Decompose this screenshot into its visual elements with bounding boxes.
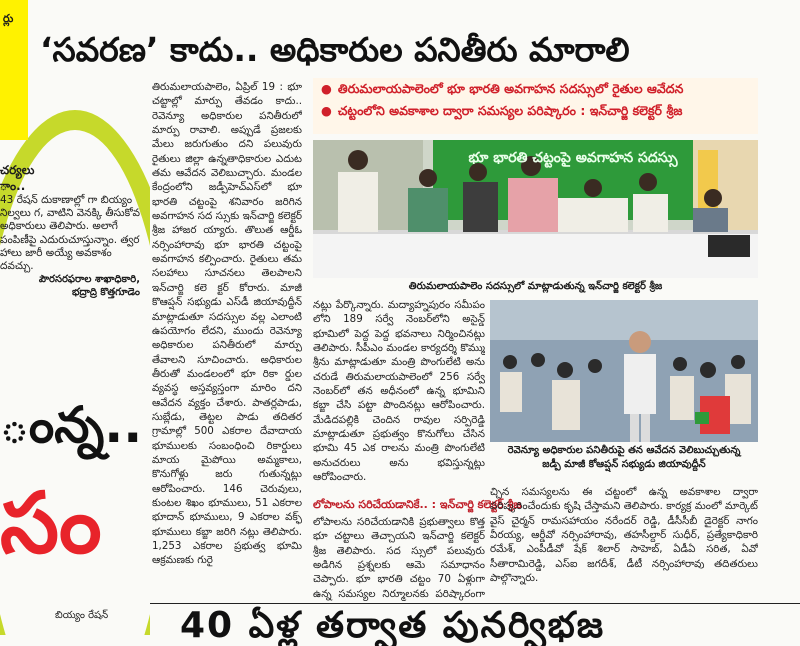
left-news-heading: చర్యలు (0, 163, 35, 177)
left-big-headline: ంన్న.. (0, 396, 143, 454)
photo-audience-graphic (490, 300, 758, 442)
left-news-body: 43 రేషన్ దుకాణాల్లో గా బియ్యం నిల్వలు గ, వాటిని వెనక్కి తీసుకోవ అధికారులు తెలిపారు. అలాగే పంపిణీపై ఎదురుచూస్తున్నాం. త్వర హాలు జారీ అయ్యే అవకాశం దవచ్చు. (0, 194, 140, 273)
article-column-1: తిరుమలాయపాలెం, ఏప్రిల్ 19 : భూ చట్టాల్లో మార్పు తేవడం కాదు.. రెవెన్యూ అధికారుల పనితీరులో మార్పు రావాలి. అప్పుడే ప్రజలకు మేలు జరుగుతుం దని పలువురు రైతులు జిల్లా ఉన్నతాధికారుల ఎదుట తమ ఆవేదన వెలిబుచ్చారు. మండల కేంద్రంలోని జడ్పీహెచ్‌ఎస్‌లో భూ భారతి చట్టంపై శనివారం జరిగిన అవగాహన సద స్సుకు ఇన్‌చార్జి కలెక్టర్ శ్రీజ హాజర య్యారు. తొలుత ఆర్డీఓ నర్సింహారావు భూ భారతి చట్టంపై అవగాహన కల్పించారు. రైతులు తమ సలహాలు సూచనలు తెలపాలని ఇన్‌చార్జి కలె క్టర్ కోరారు. మాజీ కొఆప్షన్ సభ్యుడు ఎస్‌డీ జియావుద్దీన్ మాట్లాడుతూ సదస్సుల వల్ల ఎలాంటి ఉపయోగం లేదని, ముందు రెవెన్యూ అధికారుల పనితీరులో మార్పు తేవాలని సూచించారు. అధికారుల తీరుతో మండలంలో భూ రికా ర్డుల వ్యవస్థ అస్తవ్యస్తంగా మారిం దని ఆవేదన వ్యక్తం చేశారు. పాతర్లపాడు, సుబ్లేడు, తెట్టల పాడు తదితర గ్రామాల్లో 500 ఎకరాల దేవాదాయ భూములకు సంబంధించి రికార్డులు మాయ మైపోయి అమ్మకాలు, కొనుగోళ్లు జరు గుతున్నట్లు ఆరోపించారు. 146 చెరువులు, కుంటల శిఖం భూములు, 51 ఎకరాల భూదాన్ భూములు, 9 ఎకరాల వక్ఫ్ భూములు కబ్జా జరిగి నట్లు తెలిపారు. 1,253 ఎకరాల ప్రభుత్వ భూమి ఆక్రమణకు గురై (152, 81, 302, 567)
article-column-2-top: నట్లు పేర్కొన్నారు. మద్యాహ్నపురం సమీపం లోని 189 సర్వే నెంబర్‌లోని అసైన్డ్ భూమిలో పెద్ద పెద్ద భవనాలు నిర్మించినట్లు తెలిపారు. సీపీఎం మండల కార్యదర్శి కొమ్ము శ్రీను మాట్లాడుతూ మంత్రి పొంగులేటి అను చరుడే తిరుమలాయపాలెంలో 256 సర్వే నెంబర్‌లో తన అధీనంలో ఉన్న భూమిని కబ్జా చేసి పట్టా పొందినట్లు ఆరోపించారు. మేడిదపల్లికి చెందిన రావుల సర్పిరెడ్డి మాట్లాడుతూ ప్రభుత్వం కొనుగోలు చేసిన భూమి 45 ఎక రాలను మంత్రి పొంగులేటి అనుచరులు అను భవిస్తున్నట్లు ఆరోపించారు. (313, 299, 485, 484)
bottom-divider (150, 603, 800, 604)
article-column-3-bottom: చ్చిన సమస్యలను ఈ చట్టంలో ఉన్న అవకాశాల ద్వారా పరిష్కరించేందుకు కృషి చేస్తామని తెలిపారు. కార్యక్ర మంలో మార్కెట్ వైస్ చైర్మన్ రామసహాయం నరేందర్ రెడ్డి, డీసీసీబీ డైరెక్టర్ నాగం వీరయ్య, ఆర్డీవో నర్సింహారావు, తహసీల్దార్ సుధీర్, ప్రత్యేకాధికారి రమేశ్, ఎంపీడీవో షేక్ శిలార్ సాహెబ్, ఏడీఏ సరిత, ఏవో సీతారామిరెడ్డి, ఎస్ఐ జగదీశ్, డీటీ నర్సింహారావు తదితరులు పాల్గొన్నారు. (490, 486, 758, 585)
yellow-ad-box (0, 0, 28, 140)
left-big-red-headline: సం (0, 474, 100, 572)
highlight-text-1: తిరుమలాయపాలెంలో భూ భారతి అవగాహన సదస్సులో రైతుల ఆవేదన (337, 81, 684, 96)
left-news-signature1: పౌరసరఫరాల శాఖాధికారి, (38, 274, 140, 286)
article-headline: ‘సవరణ’ కాదు.. అధికారుల పనితీరు మారాలి (40, 30, 630, 69)
photo-banner-text: భూ భారతి చట్టంపై అవగాహన సదస్సు (468, 150, 678, 166)
highlight-item-2 (313, 100, 758, 122)
bullet-icon: ● (321, 81, 332, 96)
article-column-2-bottom: లోపాలను సరిచేయడానికి ప్రభుత్వాలు కొత్త భూ చట్టాలు తెచ్చాయని ఇన్‌చార్జి కలెక్టర్ శ్రీజ తెలిపారు. సద స్సులో పలువురు అడిగిన ప్రశ్నలకు ఆమె సమాధానం చెప్పారు. భూ భారతి చట్టం 70 ఏళ్లుగా ఉన్న సమస్యల నిర్మూలనకు పరిష్కారంగా (313, 516, 485, 600)
photo2-caption-line1: రెవెన్యూ అధికారుల పనితీరుపై తన ఆవేదన వెలిబుచ్చుతున్న (507, 445, 741, 456)
next-article-headline: 40 ఏళ్ల తర్వాత పునర్విభజ (180, 605, 606, 646)
highlight-item-1 (313, 78, 758, 100)
left-adjacent-articles (0, 0, 150, 635)
left-news-article (0, 162, 140, 300)
photo-meeting-stage (313, 140, 758, 278)
photo2-caption-line2: జడ్పీ మాజీ కోఆప్షన్ సభ్యుడు జియావుద్దీన్ (542, 459, 706, 470)
yellow-box-text: ర్లు (3, 12, 14, 25)
left-news-heading2: ాం.. (0, 179, 26, 193)
sub-heading: లోపాలను సరిచేయడానికే.. : ఇన్‌చార్జి కలెక్టర్ శ్రీజ (313, 498, 522, 511)
photo1-caption: తిరుమలాయపాలెం సదస్సులో మాట్లాడుతున్న ఇన్‌చార్జి కలెక్టర్ శ్రీజ (408, 281, 663, 292)
highlights-box (313, 78, 758, 134)
left-news-signature2: భద్రాద్రి కొత్తగూడెం (71, 287, 140, 299)
photo-speaker-ziauddin (490, 300, 758, 442)
bullet-icon: ● (321, 103, 332, 118)
left-bottom-fragment: బియ్యం రేషన్ (55, 610, 109, 621)
highlight-text-2: చట్టంలోని అవకాశాల ద్వారా సమస్యల పరిష్కారం : ఇన్‌చార్జి కలెక్టర్ శ్రీజ (337, 103, 683, 118)
